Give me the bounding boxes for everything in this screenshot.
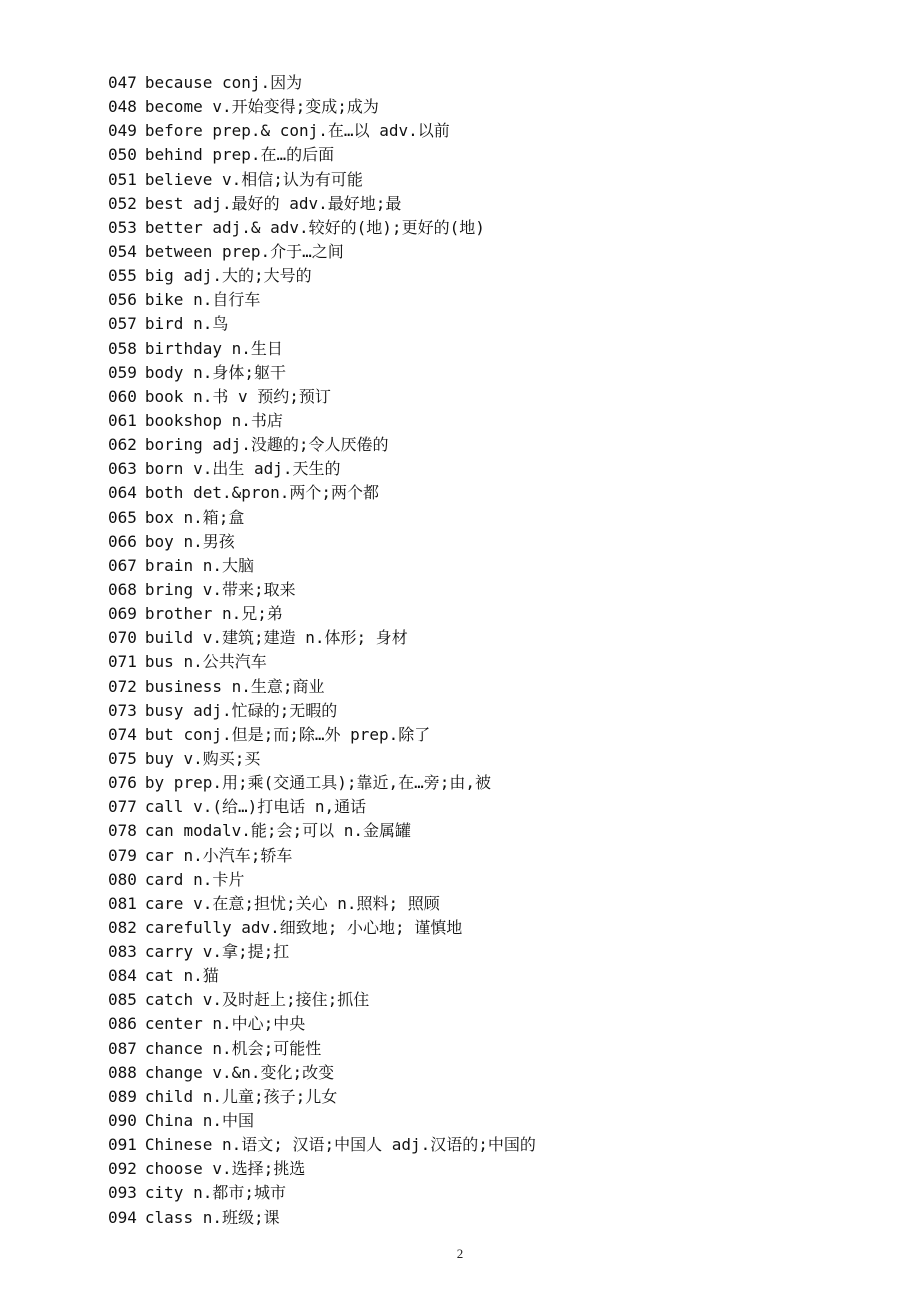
vocabulary-entry xyxy=(108,1109,536,1133)
entry-number: 063 xyxy=(108,459,137,479)
entry-number: 080 xyxy=(108,869,137,889)
vocabulary-entry xyxy=(108,554,536,578)
entry-text: behind prep.在…的后面 xyxy=(144,145,335,165)
entry-number: 062 xyxy=(108,435,137,455)
entry-number: 076 xyxy=(108,773,137,793)
entry-number: 066 xyxy=(108,531,137,551)
vocabulary-entry xyxy=(108,747,536,771)
entry-text: class n.班级;课 xyxy=(144,1207,280,1227)
entry-text: believe v.相信;认为有可能 xyxy=(144,169,363,189)
entry-text: cat n.猫 xyxy=(144,966,219,986)
entry-text: between prep.介于…之间 xyxy=(144,241,344,261)
entry-text: build v.建筑;建造 n.体形; 身材 xyxy=(144,628,408,648)
entry-number: 091 xyxy=(108,1135,137,1155)
entry-text: center n.中心;中央 xyxy=(144,1014,306,1034)
entry-text: bring v.带来;取来 xyxy=(144,579,296,599)
entry-number: 057 xyxy=(108,314,137,334)
entry-text: box n.箱;盒 xyxy=(144,507,245,527)
entry-number: 083 xyxy=(108,942,137,962)
vocabulary-entry xyxy=(108,1012,536,1036)
entry-number: 089 xyxy=(108,1086,137,1106)
entry-number: 087 xyxy=(108,1038,137,1058)
entry-text: before prep.& conj.在…以 adv.以前 xyxy=(144,121,450,141)
vocabulary-entry xyxy=(108,626,536,650)
entry-text: car n.小汽车;轿车 xyxy=(144,845,293,865)
entry-text: body n.身体;躯干 xyxy=(144,362,286,382)
entry-text: carry v.拿;提;扛 xyxy=(144,942,290,962)
entry-text: bookshop n.书店 xyxy=(144,410,283,430)
vocabulary-entry xyxy=(108,288,536,312)
entry-text: boy n.男孩 xyxy=(144,531,235,551)
entry-text: bike n.自行车 xyxy=(144,290,261,310)
entry-number: 049 xyxy=(108,121,137,141)
entry-number: 082 xyxy=(108,917,137,937)
entry-text: chance n.机会;可能性 xyxy=(144,1038,322,1058)
entry-number: 048 xyxy=(108,97,137,117)
vocabulary-entry xyxy=(108,602,536,626)
entry-text: business n.生意;商业 xyxy=(144,676,325,696)
vocabulary-entry xyxy=(108,361,536,385)
entry-number: 074 xyxy=(108,724,137,744)
entry-number: 094 xyxy=(108,1207,137,1227)
entry-text: born v.出生 adj.天生的 xyxy=(144,459,341,479)
vocabulary-entry xyxy=(108,964,536,988)
vocabulary-entry xyxy=(108,675,536,699)
entry-text: big adj.大的;大号的 xyxy=(144,266,312,286)
entry-text: child n.儿童;孩子;儿女 xyxy=(144,1086,338,1106)
entry-number: 061 xyxy=(108,410,137,430)
vocabulary-entry xyxy=(108,578,536,602)
entry-number: 059 xyxy=(108,362,137,382)
entry-number: 092 xyxy=(108,1159,137,1179)
entry-text: by prep.用;乘(交通工具);靠近,在…旁;由,被 xyxy=(144,773,492,793)
entry-number: 069 xyxy=(108,604,137,624)
vocabulary-list xyxy=(108,71,536,1230)
vocabulary-entry xyxy=(108,723,536,747)
vocabulary-entry xyxy=(108,916,536,940)
entry-number: 077 xyxy=(108,797,137,817)
vocabulary-entry xyxy=(108,71,536,95)
entry-text: boring adj.没趣的;令人厌倦的 xyxy=(144,435,389,455)
entry-number: 058 xyxy=(108,338,137,358)
vocabulary-entry xyxy=(108,192,536,216)
entry-text: city n.都市;城市 xyxy=(144,1183,286,1203)
entry-number: 055 xyxy=(108,266,137,286)
entry-text: call v.(给…)打电话 n,通话 xyxy=(144,797,367,817)
entry-number: 056 xyxy=(108,290,137,310)
entry-number: 071 xyxy=(108,652,137,672)
entry-text: better adj.& adv.较好的(地);更好的(地) xyxy=(144,217,485,237)
vocabulary-entry xyxy=(108,1061,536,1085)
vocabulary-entry xyxy=(108,1206,536,1230)
entry-number: 078 xyxy=(108,821,137,841)
vocabulary-entry xyxy=(108,457,536,481)
entry-text: become v.开始变得;变成;成为 xyxy=(144,97,379,117)
vocabulary-entry xyxy=(108,1157,536,1181)
entry-text: can modalv.能;会;可以 n.金属罐 xyxy=(144,821,412,841)
entry-text: best adj.最好的 adv.最好地;最 xyxy=(144,193,402,213)
entry-number: 088 xyxy=(108,1062,137,1082)
entry-text: buy v.购买;买 xyxy=(144,748,261,768)
vocabulary-entry xyxy=(108,119,536,143)
entry-text: change v.&n.变化;改变 xyxy=(144,1062,335,1082)
vocabulary-entry xyxy=(108,1181,536,1205)
vocabulary-entry xyxy=(108,95,536,119)
entry-number: 068 xyxy=(108,579,137,599)
vocabulary-entry xyxy=(108,1037,536,1061)
entry-text: but conj.但是;而;除…外 prep.除了 xyxy=(144,724,431,744)
entry-number: 073 xyxy=(108,700,137,720)
entry-number: 065 xyxy=(108,507,137,527)
vocabulary-entry xyxy=(108,530,536,554)
vocabulary-entry xyxy=(108,481,536,505)
vocabulary-entry xyxy=(108,409,536,433)
vocabulary-entry xyxy=(108,337,536,361)
vocabulary-entry xyxy=(108,795,536,819)
entry-text: because conj.因为 xyxy=(144,73,303,92)
entry-text: catch v.及时赶上;接住;抓住 xyxy=(144,990,370,1010)
entry-text: card n.卡片 xyxy=(144,869,245,889)
entry-number: 085 xyxy=(108,990,137,1010)
vocabulary-entry xyxy=(108,385,536,409)
entry-text: book n.书 v 预约;预订 xyxy=(144,386,331,406)
entry-number: 081 xyxy=(108,893,137,913)
entry-number: 054 xyxy=(108,241,137,261)
entry-text: bus n.公共汽车 xyxy=(144,652,267,672)
vocabulary-entry xyxy=(108,240,536,264)
entry-number: 084 xyxy=(108,966,137,986)
entry-text: bird n.鸟 xyxy=(144,314,229,334)
entry-number: 050 xyxy=(108,145,137,165)
entry-number: 067 xyxy=(108,555,137,575)
entry-text: choose v.选择;挑选 xyxy=(144,1159,306,1179)
entry-text: brain n.大脑 xyxy=(144,555,254,575)
entry-text: birthday n.生日 xyxy=(144,338,283,358)
vocabulary-entry xyxy=(108,312,536,336)
entry-text: China n.中国 xyxy=(144,1111,254,1131)
vocabulary-entry xyxy=(108,699,536,723)
vocabulary-entry xyxy=(108,650,536,674)
vocabulary-entry xyxy=(108,771,536,795)
entry-text: busy adj.忙碌的;无暇的 xyxy=(144,700,338,720)
entry-text: brother n.兄;弟 xyxy=(144,604,283,624)
entry-number: 075 xyxy=(108,748,137,768)
entry-text: care v.在意;担忧;关心 n.照料; 照顾 xyxy=(144,893,440,913)
entry-number: 079 xyxy=(108,845,137,865)
entry-number: 047 xyxy=(108,73,137,92)
vocabulary-entry xyxy=(108,506,536,530)
entry-number: 052 xyxy=(108,193,137,213)
entry-number: 060 xyxy=(108,386,137,406)
vocabulary-entry xyxy=(108,844,536,868)
entry-text: Chinese n.语文; 汉语;中国人 adj.汉语的;中国的 xyxy=(144,1135,536,1155)
entry-text: carefully adv.细致地; 小心地; 谨慎地 xyxy=(144,917,463,937)
vocabulary-entry xyxy=(108,143,536,167)
vocabulary-entry xyxy=(108,433,536,457)
vocabulary-entry xyxy=(108,892,536,916)
entry-text: both det.&pron.两个;两个都 xyxy=(144,483,380,503)
vocabulary-entry xyxy=(108,819,536,843)
entry-number: 093 xyxy=(108,1183,137,1203)
entry-number: 086 xyxy=(108,1014,137,1034)
entry-number: 070 xyxy=(108,628,137,648)
vocabulary-entry xyxy=(108,1133,536,1157)
entry-number: 064 xyxy=(108,483,137,503)
entry-number: 051 xyxy=(108,169,137,189)
vocabulary-entry xyxy=(108,216,536,240)
entry-number: 072 xyxy=(108,676,137,696)
vocabulary-entry xyxy=(108,940,536,964)
entry-number: 090 xyxy=(108,1111,137,1131)
vocabulary-entry xyxy=(108,264,536,288)
page-number: 2 xyxy=(456,1246,464,1261)
vocabulary-entry xyxy=(108,168,536,192)
vocabulary-entry xyxy=(108,1085,536,1109)
vocabulary-entry xyxy=(108,868,536,892)
vocabulary-entry xyxy=(108,988,536,1012)
entry-number: 053 xyxy=(108,217,137,237)
